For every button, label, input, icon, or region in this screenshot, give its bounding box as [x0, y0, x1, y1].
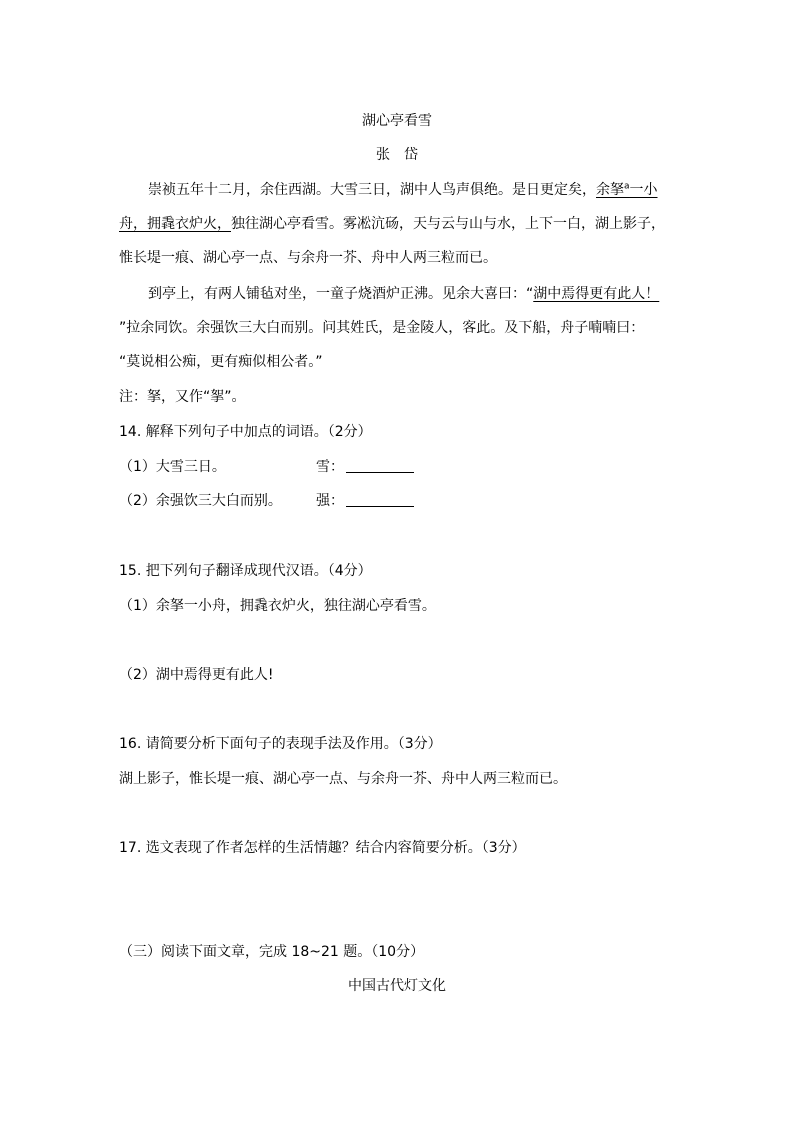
q14-item2-answer[interactable]: [316, 492, 414, 510]
q14-title: 14. 解释下列句子中加点的词语。（2分）: [119, 424, 372, 440]
article-title: 中国古代灯文化: [348, 978, 446, 994]
q17-title: 17. 选文表现了作者怎样的生活情趣？结合内容简要分析。（3分）: [119, 840, 526, 856]
q14-item1-label: 雪：: [316, 459, 344, 475]
q15-item2: （2）湖中焉得更有此人!: [119, 667, 274, 683]
para1-underlined-2: 舟，拥毳衣炉火，: [119, 216, 231, 232]
section3-title: （三）阅读下面文章，完成 18~21 题。（10分）: [119, 944, 425, 960]
answer-blank[interactable]: [346, 492, 414, 507]
q16-title: 16. 请简要分析下面句子的表现手法及作用。（3分）: [119, 736, 442, 752]
para1-underlined: 余拏$^a$一小: [596, 181, 658, 198]
q14-item2-label: 强：: [316, 493, 344, 509]
q14-item1: （1）大雪三日。: [119, 459, 226, 475]
para2-text: 到亭上，有两人铺毡对坐，一童子烧酒炉正沸。见余大喜曰：“: [148, 286, 534, 302]
para1-text: 崇祯五年十二月，余住西湖。大雪三日，湖中人鸟声俱绝。是日更定矣，: [148, 182, 596, 198]
para2-line3: “莫说相公痴，更有痴似相公者。”: [119, 354, 323, 370]
q14-item2: （2）余强饮三大白而别。: [119, 493, 282, 509]
para2-line1: [148, 285, 659, 303]
q15-item1: （1）余拏一小舟，拥毳衣炉火，独往湖心亭看雪。: [119, 598, 436, 614]
para1-text-2: 独往湖心亭看雪。雾凇沆砀，天与云与山与水，上下一白，湖上影子，: [231, 216, 665, 232]
para1-line1: [148, 181, 658, 199]
q15-title: 15. 把下列句子翻译成现代汉语。（4分）: [119, 563, 372, 579]
title: 湖心亭看雪: [362, 113, 432, 129]
answer-blank[interactable]: [346, 458, 414, 473]
footnote-marker: a: [624, 181, 630, 192]
note: 注：拏，又作“挐”。: [119, 389, 246, 405]
para2-underlined: 湖中焉得更有此人！: [533, 286, 660, 302]
q16-sentence: 湖上影子，惟长堤一痕、湖心亭一点、与余舟一芥、舟中人两三粒而已。: [119, 771, 567, 787]
author: 张 岱: [376, 147, 418, 163]
para1-line2: [119, 215, 665, 233]
para2-line2: ”拉余同饮。余强饮三大白而别。问其姓氏，是金陵人，客此。及下船，舟子喃喃曰：: [119, 320, 645, 336]
para1-line3: 惟长堤一痕、湖心亭一点、与余舟一芥、舟中人两三粒而已。: [119, 250, 497, 266]
q14-item1-answer[interactable]: [316, 458, 414, 476]
